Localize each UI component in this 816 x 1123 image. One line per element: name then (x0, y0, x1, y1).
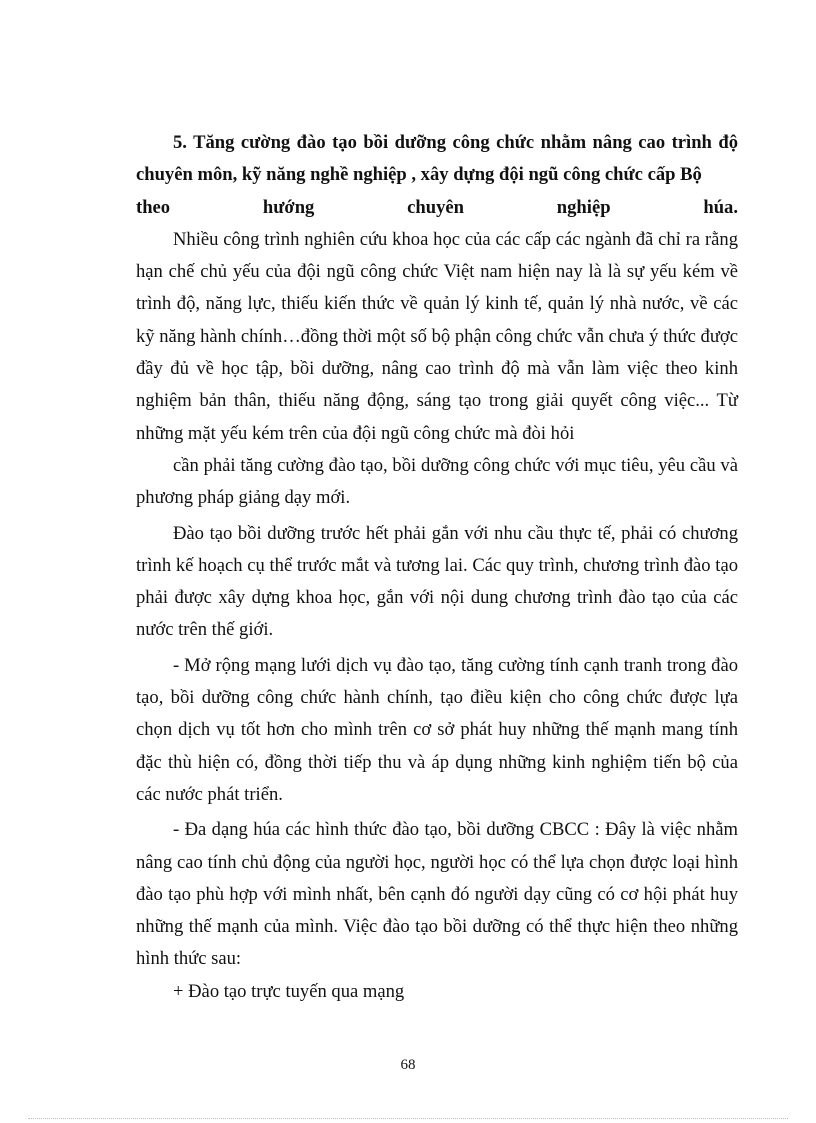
heading-word: hướng (262, 196, 315, 218)
paragraph-research-continued: cần phải tăng cường đào tạo, bồi dưỡng công chức với mục tiêu, yêu cầu và phương pháp giảng dạy mới. (136, 454, 738, 509)
section-heading-last-line (136, 192, 738, 224)
paragraph-research: Nhiều công trình nghiên cứu khoa học của các cấp các ngành đã chỉ ra rằng hạn chế chủ yếu của đội ngũ công chức Việt nam hiện nay là là sự yếu kém về trình độ, năng lực, thiếu kiến thức về quản lý kinh tế, quản lý nhà nước, về các kỹ năng hành chính…đồng thời một số bộ phận công chức vẫn chưa ý thức được đầy đủ về học tập, bồi dưỡng, nâng cao trình độ mà vẫn làm việc theo kinh nghiệm bản thân, thiếu năng động, sáng tạo trong giải quyết công việc... Từ những mặt yếu kém trên của đội ngũ công chức mà đòi hỏi (136, 228, 738, 444)
page-number: 68 (400, 1057, 416, 1073)
page-content (136, 127, 738, 1008)
paragraph-online-training: + Đào tạo trực tuyến qua mạng (173, 980, 405, 1002)
heading-word: chuyên (407, 196, 464, 218)
paragraph-training-needs: Đào tạo bồi dưỡng trước hết phải gắn với nhu cầu thực tế, phải có chương trình kế hoạch cụ thể trước mắt và tương lai. Các quy trình, chương trình đào tạo phải được xây dựng khoa học, gắn với nội dung chương trình đào tạo của các nước trên thế giới. (136, 522, 738, 641)
footer-divider (28, 1118, 788, 1119)
section-heading: 5. Tăng cường đào tạo bồi dưỡng công chức nhằm nâng cao trình độ chuyên môn, kỹ năng nghề nghiệp , xây dựng đội ngũ công chức cấp Bộ (136, 132, 738, 186)
heading-word: nghiệp (556, 196, 611, 218)
heading-word: theo (136, 196, 171, 218)
paragraph-expand-network: - Mở rộng mạng lưới dịch vụ đào tạo, tăng cường tính cạnh tranh trong đào tạo, bồi dưỡng công chức hành chính, tạo điều kiện cho công chức được lựa chọn dịch vụ tốt hơn cho mình trên cơ sở phát huy những thế mạnh mang tính đặc thù hiện có, đồng thời tiếp thu và áp dụng những kinh nghiệm tiến bộ của các nước phát triển. (136, 654, 738, 805)
heading-word: húa. (703, 196, 738, 218)
paragraph-diversify-forms: - Đa dạng húa các hình thức đào tạo, bồi dưỡng CBCC : Đây là việc nhằm nâng cao tính chủ động của người học, người học có thể lựa chọn được loại hình đào tạo phù hợp với mình nhất, bên cạnh đó người dạy cũng có cơ hội phát huy những thế mạnh của mình. Việc đào tạo bồi dưỡng có thể thực hiện theo những hình thức sau: (136, 819, 738, 970)
